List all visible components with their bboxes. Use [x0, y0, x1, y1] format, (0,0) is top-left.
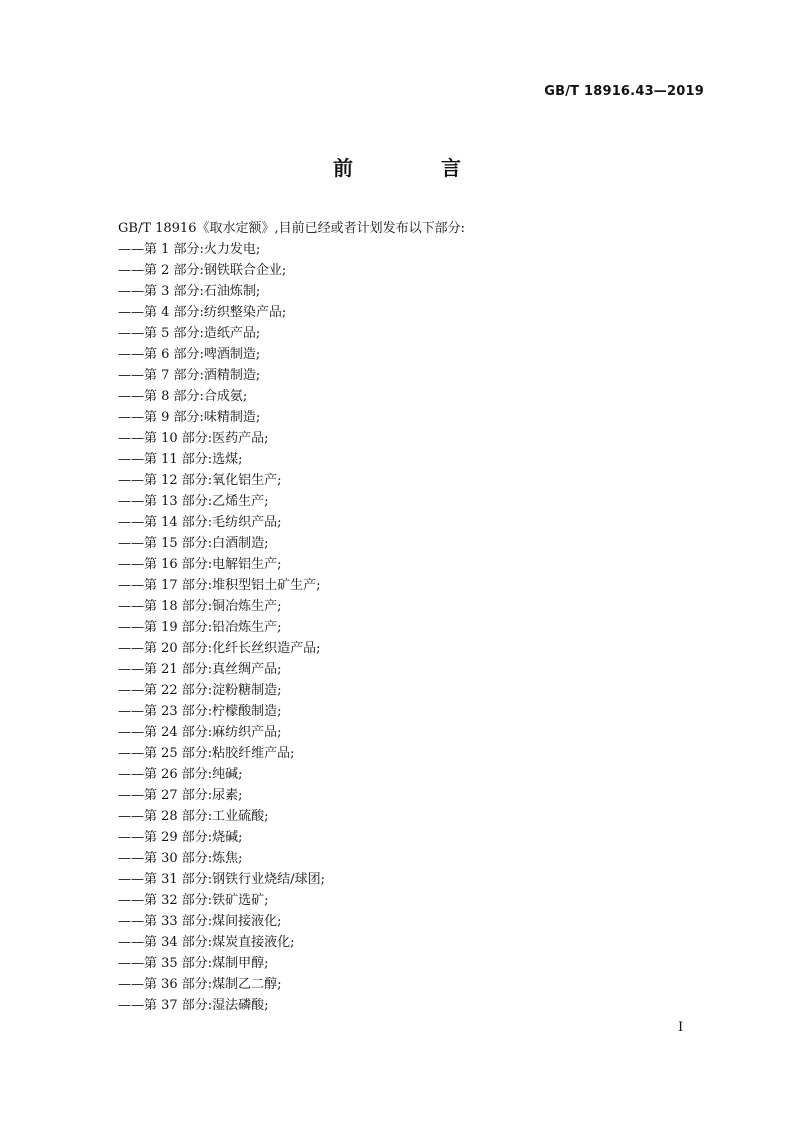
list-item: ——第 28 部分:工业硫酸; — [118, 809, 269, 824]
list-item: ——第 18 部分:铜冶炼生产; — [118, 599, 282, 614]
list-item: ——第 19 部分:铅冶炼生产; — [118, 620, 282, 635]
list-item: ——第 7 部分:酒精制造; — [118, 368, 261, 383]
list-item: ——第 9 部分:味精制造; — [118, 410, 261, 425]
list-item: ——第 15 部分:白酒制造; — [118, 536, 269, 551]
list-item: ——第 8 部分:合成氨; — [118, 389, 248, 404]
list-item: ——第 4 部分:纺织整染产品; — [118, 305, 287, 320]
page-number: I — [678, 1020, 684, 1035]
list-item: ——第 32 部分:铁矿选矿; — [118, 893, 269, 908]
list-item: ——第 27 部分:尿素; — [118, 788, 243, 803]
list-item: ——第 20 部分:化纤长丝织造产品; — [118, 641, 321, 656]
list-item: ——第 17 部分:堆积型铝土矿生产; — [118, 578, 321, 593]
list-item: ——第 21 部分:真丝绸产品; — [118, 662, 282, 677]
list-item: ——第 37 部分:湿法磷酸; — [118, 998, 269, 1013]
list-item: ——第 10 部分:医药产品; — [118, 431, 269, 446]
list-item: ——第 12 部分:氧化铝生产; — [118, 473, 282, 488]
list-item: ——第 30 部分:炼焦; — [118, 851, 243, 866]
list-item: ——第 16 部分:电解铝生产; — [118, 557, 282, 572]
intro-paragraph: GB/T 18916《取水定额》,目前已经或者计划发布以下部分: — [118, 221, 465, 236]
list-item: ——第 5 部分:造纸产品; — [118, 326, 261, 341]
list-item: ——第 2 部分:钢铁联合企业; — [118, 263, 287, 278]
list-item: ——第 36 部分:煤制乙二醇; — [118, 977, 282, 992]
list-item: ——第 23 部分:柠檬酸制造; — [118, 704, 282, 719]
page-title: 前 言 — [333, 156, 495, 180]
list-item: ——第 31 部分:钢铁行业烧结/球团; — [118, 872, 325, 887]
list-item: ——第 26 部分:纯碱; — [118, 767, 243, 782]
list-item: ——第 14 部分:毛纺织产品; — [118, 515, 282, 530]
list-item: ——第 3 部分:石油炼制; — [118, 284, 261, 299]
list-item: ——第 33 部分:煤间接液化; — [118, 914, 282, 929]
list-item: ——第 29 部分:烧碱; — [118, 830, 243, 845]
list-item: ——第 6 部分:啤酒制造; — [118, 347, 261, 362]
list-item: ——第 13 部分:乙烯生产; — [118, 494, 269, 509]
list-item: ——第 22 部分:淀粉糖制造; — [118, 683, 282, 698]
parts-list — [118, 241, 325, 1018]
list-item: ——第 25 部分:粘胶纤维产品; — [118, 746, 295, 761]
list-item: ——第 24 部分:麻纺织产品; — [118, 725, 282, 740]
standard-code: GB/T 18916.43—2019 — [544, 84, 704, 99]
list-item: ——第 35 部分:煤制甲醇; — [118, 956, 269, 971]
list-item: ——第 11 部分:选煤; — [118, 452, 243, 467]
list-item: ——第 34 部分:煤炭直接液化; — [118, 935, 295, 950]
list-item: ——第 1 部分:火力发电; — [118, 242, 261, 257]
